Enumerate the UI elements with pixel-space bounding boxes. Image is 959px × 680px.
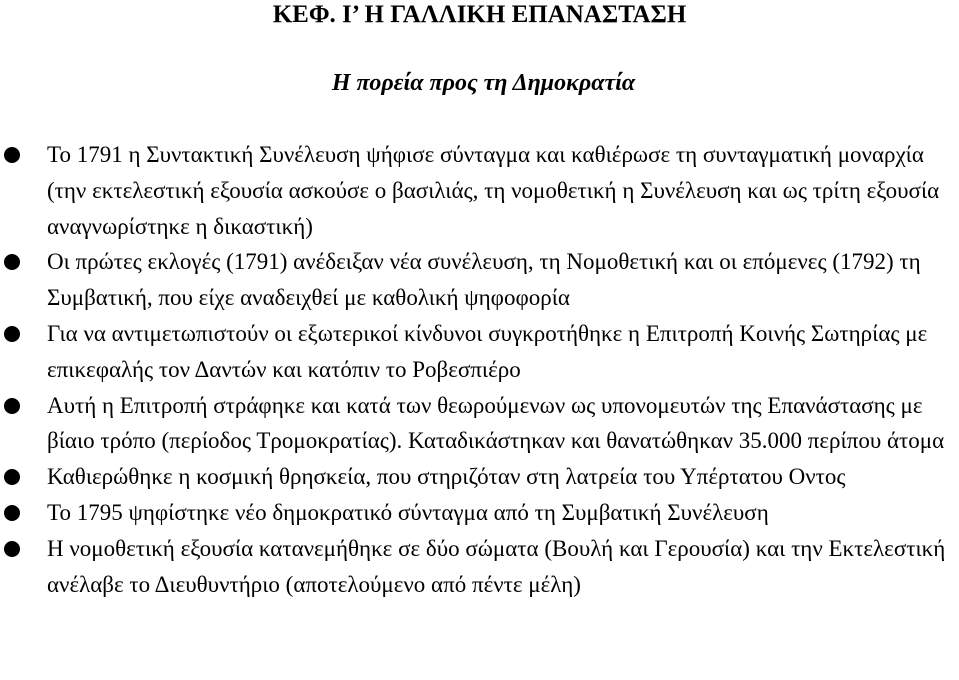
bullet-text: Αυτή η Επιτροπή στράφηκε και κατά των θεωρούμενων ως υπονομευτών της Επανάστασης με βίαιο τρόπο (περίοδος Τρομοκρατίας). Καταδικάστηκαν και θανατώθηκαν 35.000 περίπου άτομα [47, 392, 945, 454]
bullet-item-1791-constitution [0, 137, 959, 244]
bullet-dot-icon [4, 469, 20, 485]
bullet-item-first-elections [0, 244, 959, 316]
bullet-text: Καθιερώθηκε η κοσμική θρησκεία, που στηριζόταν στη λατρεία του Υπέρτατου Οντος [47, 464, 846, 490]
bullet-dot-icon [4, 505, 20, 521]
bullet-text: Οι πρώτες εκλογές (1791) ανέδειξαν νέα συνέλευση, τη Νομοθετική και οι επόμενες (1792) τη Συμβατική, που είχε αναδειχθεί με καθολική ψηφοφορία [47, 249, 921, 311]
bullet-dot-icon [4, 254, 20, 270]
bullet-dot-icon [4, 147, 20, 163]
bullet-text: Για να αντιμετωπιστούν οι εξωτερικοί κίνδυνοι συγκροτήθηκε η Επιτροπή Κοινής Σωτηρίας με επικεφαλής τον Δαντών και κατόπιν το Ροβεσπιέρο [47, 320, 928, 382]
bullet-text: Η νομοθετική εξουσία κατανεμήθηκε σε δύο σώματα (Βουλή και Γερουσία) και την Εκτελεστική ανέλαβε το Διευθυντήριο (αποτελούμενο από πέντε μέλη) [47, 535, 946, 597]
chapter-title: ΚΕΦ. Ι’ Η ΓΑΛΛΙΚΗ ΕΠΑΝΑΣΤΑΣΗ [272, 1, 687, 28]
bullet-item-reign-of-terror [0, 388, 959, 460]
bullet-item-secular-religion [0, 459, 959, 495]
bullet-text: Το 1791 η Συντακτική Συνέλευση ψήφισε σύνταγμα και καθιέρωσε τη συνταγματική μοναρχία (την εκτελεστική εξουσία ασκούσε ο βασιλιάς, τη νομοθετική η Συνέλευση και ως τρίτη εξουσία αναγνωρίστηκε η δικαστική) [47, 142, 940, 239]
bullet-item-committee-public-safety [0, 316, 959, 388]
bullet-item-1795-constitution [0, 495, 959, 531]
bullet-item-legislative-split [0, 531, 959, 603]
bullet-dot-icon [4, 398, 20, 414]
bullet-dot-icon [4, 541, 20, 557]
bullet-list [0, 137, 959, 602]
bullet-text: Το 1795 ψηφίστηκε νέο δημοκρατικό σύνταγμα από τη Συμβατική Συνέλευση [47, 499, 769, 525]
bullet-dot-icon [4, 326, 20, 342]
section-title: Η πορεία προς τη Δημοκρατία [331, 70, 636, 96]
